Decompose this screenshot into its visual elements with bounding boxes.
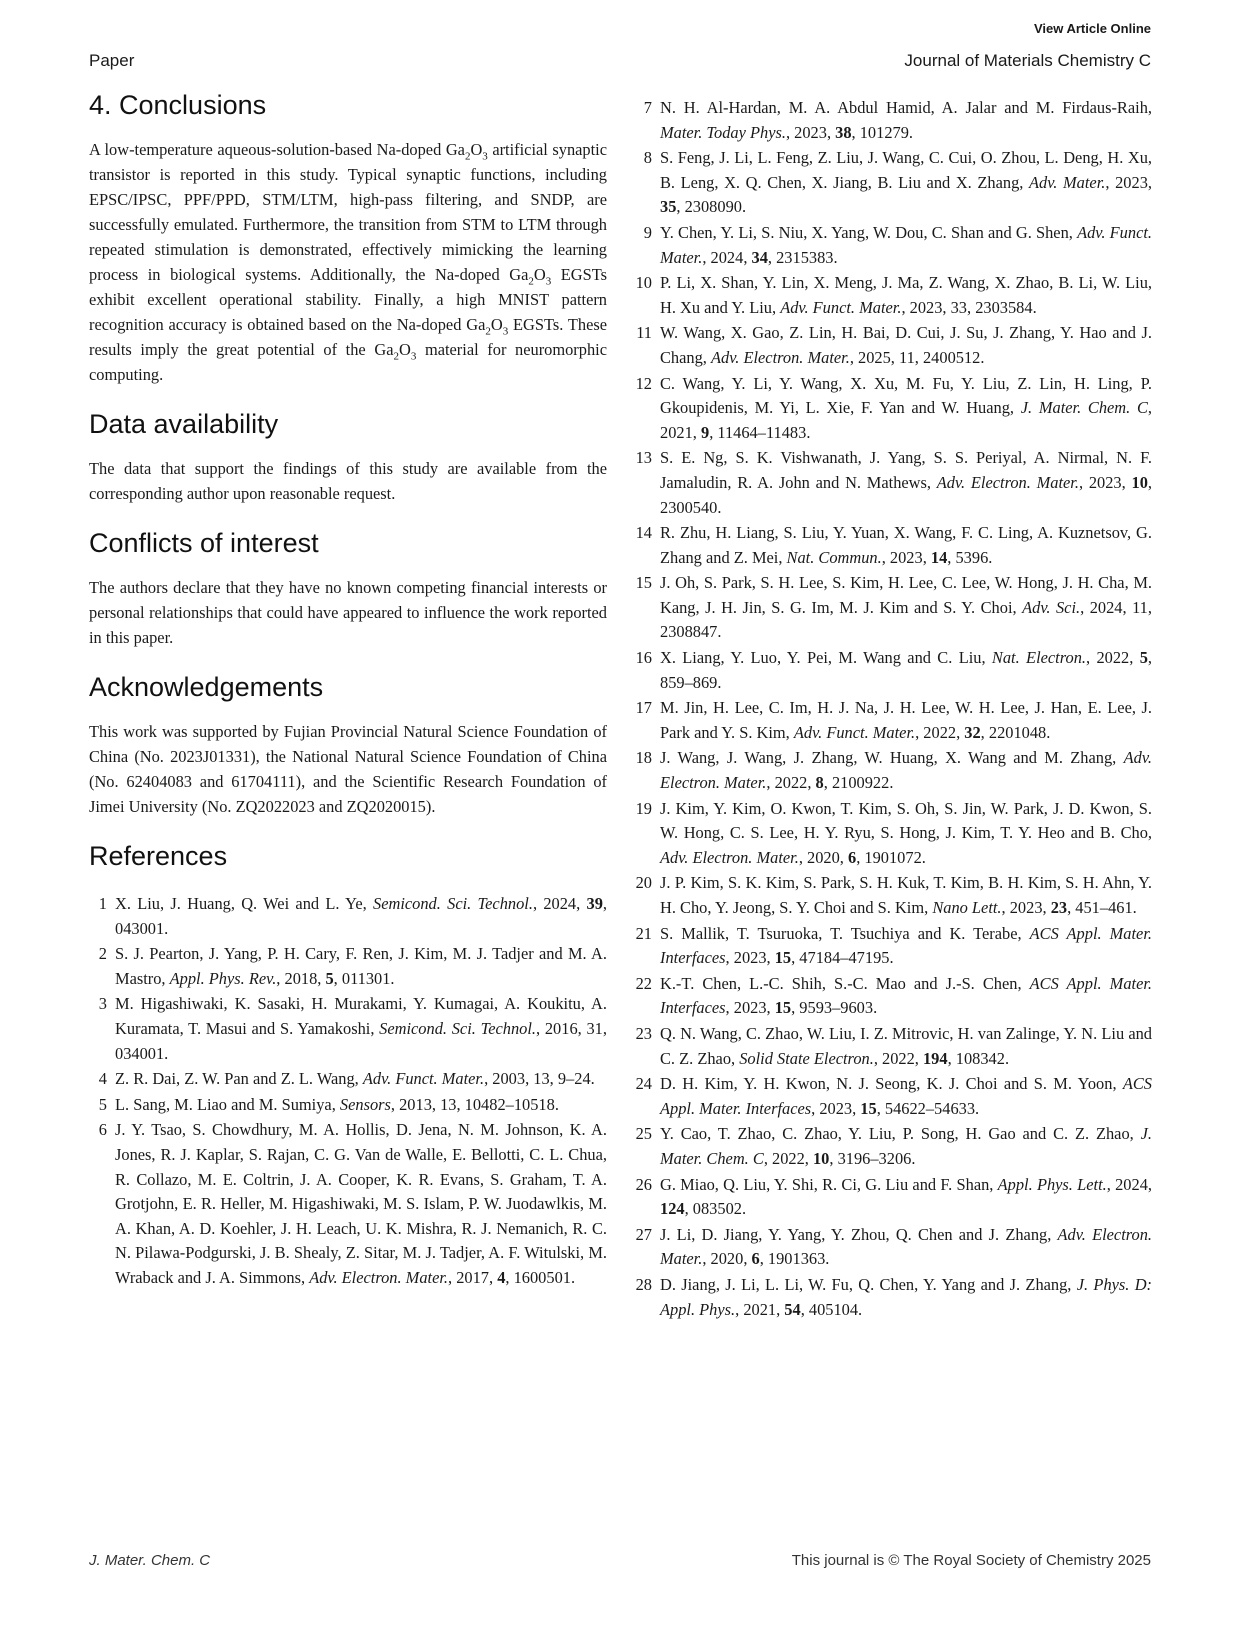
reference-text: J. P. Kim, S. K. Kim, S. Park, S. H. Kuk, T. Kim, B. H. Kim, S. H. Ahn, Y. H. Cho, Y. Jeong, S. Y. Choi and S. Kim, Nano Lett., 2023, 23, 451–461.	[660, 873, 1152, 917]
reference-text: S. Mallik, T. Tsuruoka, T. Tsuchiya and K. Terabe, ACS Appl. Mater. Interfaces, 2023, 15, 47184–47195.	[660, 923, 1152, 968]
running-header-journal: Journal of Materials Chemistry C	[904, 51, 1151, 70]
conclusions-heading: 4. Conclusions	[89, 90, 267, 120]
reference-number: 8	[643, 148, 652, 168]
reference-number: 16	[635, 648, 652, 668]
reference-text: S. Feng, J. Li, L. Feng, Z. Liu, J. Wang, C. Cui, O. Zhou, L. Deng, H. Xu, B. Leng, X. Q. Chen, X. Jiang, B. Liu and X. Zhang, Adv. Mater., 2023, 35, 2308090.	[660, 148, 1152, 217]
reference-number: 12	[635, 373, 652, 393]
reference-item	[89, 1067, 607, 1092]
conflicts-text: The authors declare that they have no known competing financial interests or personal relationships that could have appeared to influence the work reported in this paper.	[89, 578, 607, 647]
reference-item	[630, 1122, 1152, 1171]
reference-text: J. Wang, J. Wang, J. Zhang, W. Huang, X. Wang and M. Zhang, Adv. Electron. Mater., 2022, 8, 2100922.	[660, 748, 1152, 793]
reference-text: M. Higashiwaki, K. Sasaki, H. Murakami, Y. Kumagai, A. Koukitu, A. Kuramata, T. Masui and S. Yamakoshi, Semicond. Sci. Technol., 2016, 31, 034001.	[115, 994, 607, 1063]
reference-item	[630, 1223, 1152, 1272]
reference-text: J. Y. Tsao, S. Chowdhury, M. A. Hollis, D. Jena, N. M. Johnson, K. A. Jones, R. J. Kaplar, S. Rajan, C. G. Van de Walle, E. Bellotti, C. L. Chua, R. Collazo, M. E. Coltrin, J. A. Cooper, K. R. Evans, S. Graham, T. A. Grotjohn, E. R. Heller, M. Higashiwaki, M. S. Islam, P. W. Juodawlkis, M. A. Khan, A. D. Koehler, J. H. Leach, U. K. Mishra, R. J. Nemanich, R. C. N. Pilawa-Podgurski, J. B. Shealy, Z. Sitar, M. J. Tadjer, A. F. Witulski, M. Wraback and J. A. Simmons, Adv. Electron. Mater., 2017, 4, 1600501.	[115, 1120, 607, 1287]
conclusions-text: A low-temperature aqueous-solution-based Na-doped $Ga_2O_3$ artificial synaptic transistor is reported in this study. Typical synaptic functions, including EPSC/IPSC, PPF/PPD, STM/LTM, high-pass filtering, and SNDP, are successfully emulated. Furthermore, the transition from STM to LTM through repeated stimulation is demonstrated, effectively mimicking the learning process in biological systems. Additionally, the Na-doped $Ga_2O_3$ EGSTs exhibit excellent operational stability. Finally, a high MNIST pattern recognition accuracy is obtained based on the Na-doped $Ga_2O_3$ EGSTs. These results imply the great potential of the $Ga_2O_3$ material for neuromorphic computing.	[89, 140, 608, 384]
reference-number: 19	[635, 798, 652, 818]
reference-text: Y. Chen, Y. Li, S. Niu, X. Yang, W. Dou, C. Shan and G. Shen, Adv. Funct. Mater., 2024, 34, 2315383.	[660, 222, 1152, 267]
references-list-right	[630, 96, 1152, 1322]
left-column	[89, 88, 607, 1292]
reference-text: X. Liu, J. Huang, Q. Wei and L. Ye, Semicond. Sci. Technol., 2024, 39, 043001.	[115, 894, 607, 938]
view-article-online-link[interactable]: View Article Online	[1033, 21, 1151, 36]
reference-item	[630, 646, 1152, 695]
acknowledgements-heading: Acknowledgements	[89, 672, 324, 702]
reference-number: 13	[635, 448, 652, 468]
reference-number: 25	[635, 1124, 652, 1144]
reference-number: 11	[636, 323, 652, 343]
reference-number: 7	[643, 98, 652, 117]
reference-item	[89, 892, 607, 941]
reference-number: 21	[635, 923, 652, 943]
reference-number: 20	[635, 873, 652, 893]
reference-item	[630, 871, 1152, 920]
reference-item	[630, 446, 1152, 520]
reference-number: 18	[635, 748, 652, 768]
reference-item	[630, 922, 1152, 971]
reference-text: J. Li, D. Jiang, Y. Yang, Y. Zhou, Q. Chen and J. Zhang, Adv. Electron. Mater., 2020, 6, 1901363.	[660, 1224, 1153, 1269]
reference-item	[630, 571, 1152, 645]
conflicts-heading: Conflicts of interest	[89, 528, 319, 558]
data-availability-text: The data that support the findings of this study are available from the corresponding author upon reasonable request.	[89, 459, 607, 503]
reference-item	[630, 1273, 1152, 1322]
reference-number: 4	[98, 1069, 107, 1089]
reference-number: 14	[635, 523, 652, 543]
reference-text: J. Kim, Y. Kim, O. Kwon, T. Kim, S. Oh, S. Jin, W. Park, J. D. Kwon, S. W. Hong, C. S. Lee, H. Y. Ryu, S. Hong, J. Kim, T. Y. Heo and B. Cho, Adv. Electron. Mater., 2020, 6, 1901072.	[660, 798, 1152, 867]
reference-item	[630, 1022, 1152, 1071]
reference-item	[630, 146, 1152, 220]
reference-item	[630, 1173, 1152, 1222]
references-heading: References	[89, 841, 228, 871]
right-column	[630, 96, 1152, 1323]
reference-number: 2	[98, 944, 107, 964]
reference-text: Z. R. Dai, Z. W. Pan and Z. L. Wang, Adv. Funct. Mater., 2003, 13, 9–24.	[115, 1069, 595, 1089]
reference-text: D. H. Kim, Y. H. Kwon, N. J. Seong, K. J. Choi and S. M. Yoon, ACS Appl. Mater. Interfaces, 2023, 15, 54622–54633.	[660, 1074, 1152, 1118]
reference-item	[630, 321, 1152, 370]
data-availability-heading: Data availability	[89, 409, 279, 439]
reference-item	[630, 1072, 1152, 1121]
reference-number: 17	[635, 698, 652, 718]
reference-number: 9	[643, 222, 652, 242]
reference-text: D. Jiang, J. Li, L. Li, W. Fu, Q. Chen, Y. Yang and J. Zhang, J. Phys. D: Appl. Phys., 2021, 54, 405104.	[660, 1274, 1153, 1319]
reference-text: R. Zhu, H. Liang, S. Liu, Y. Yuan, X. Wang, F. C. Ling, A. Kuznetsov, G. Zhang and Z. Mei, Nat. Commun., 2023, 14, 5396.	[660, 523, 1152, 567]
reference-item	[89, 942, 607, 991]
reference-item	[630, 96, 1152, 145]
reference-text: P. Li, X. Shan, Y. Lin, X. Meng, J. Ma, Z. Wang, X. Zhao, B. Li, W. Liu, H. Xu and Y. Liu, Adv. Funct. Mater., 2023, 33, 2303584.	[660, 273, 1152, 317]
acknowledgements-text: This work was supported by Fujian Provincial Natural Science Foundation of China (No. 2023J01331), the National Natural Science Foundation of China (No. 62404083 and 61704111), and the Scientific Research Foundation of Jimei University (No. ZQ2022023 and ZQ2020015).	[89, 722, 607, 816]
footer-copyright: This journal is © The Royal Society of Chemistry 2025	[791, 1552, 1151, 1569]
reference-text: G. Miao, Q. Liu, Y. Shi, R. Ci, G. Liu and F. Shan, Appl. Phys. Lett., 2024, 124, 083502.	[660, 1174, 1152, 1219]
reference-item	[630, 746, 1152, 795]
reference-number: 10	[635, 273, 652, 293]
reference-item	[630, 271, 1152, 320]
running-header-paper: Paper	[89, 51, 135, 70]
reference-item	[89, 1093, 607, 1118]
reference-number: 3	[98, 994, 107, 1014]
reference-number: 15	[635, 573, 652, 593]
reference-text: M. Jin, H. Lee, C. Im, H. J. Na, J. H. Lee, W. H. Lee, J. Han, E. Lee, J. Park and Y. S. Kim, Adv. Funct. Mater., 2022, 32, 2201048.	[660, 698, 1152, 742]
reference-number: 22	[635, 973, 652, 993]
reference-number: 6	[98, 1120, 107, 1140]
footer-journal-name: J. Mater. Chem. C	[89, 1552, 211, 1569]
reference-number: 1	[98, 894, 107, 913]
reference-item	[630, 372, 1152, 446]
reference-item	[630, 221, 1152, 270]
reference-text: C. Wang, Y. Li, Y. Wang, X. Xu, M. Fu, Y. Liu, Z. Lin, H. Ling, P. Gkoupidenis, M. Yi, L. Xie, F. Yan and W. Huang, J. Mater. Chem. C, 2021, 9, 11464–11483.	[660, 373, 1152, 442]
reference-text: K.-T. Chen, L.-C. Shih, S.-C. Mao and J.-S. Chen, ACS Appl. Mater. Interfaces, 2023, 15, 9593–9603.	[660, 973, 1152, 1018]
reference-item	[630, 696, 1152, 745]
reference-text: X. Liang, Y. Luo, Y. Pei, M. Wang and C. Liu, Nat. Electron., 2022, 5, 859–869.	[660, 648, 1153, 692]
reference-text: S. E. Ng, S. K. Vishwanath, J. Yang, S. S. Periyal, A. Nirmal, N. F. Jamaludin, R. A. John and N. Mathews, Adv. Electron. Mater., 2023, 10, 2300540.	[660, 448, 1153, 517]
reference-text: J. Oh, S. Park, S. H. Lee, S. Kim, H. Lee, C. Lee, W. Hong, J. H. Cha, M. Kang, J. H. Jin, S. G. Im, M. J. Kim and S. Y. Choi, Adv. Sci., 2024, 11, 2308847.	[660, 573, 1152, 642]
reference-number: 27	[635, 1224, 652, 1244]
reference-number: 5	[98, 1094, 107, 1114]
reference-item	[89, 1118, 607, 1290]
reference-item	[89, 992, 607, 1066]
reference-item	[630, 521, 1152, 570]
reference-text: Y. Cao, T. Zhao, C. Zhao, Y. Liu, P. Song, H. Gao and C. Z. Zhao, J. Mater. Chem. C, 2022, 10, 3196–3206.	[660, 1124, 1152, 1168]
reference-number: 26	[635, 1174, 652, 1194]
reference-text: Q. N. Wang, C. Zhao, W. Liu, I. Z. Mitrovic, H. van Zalinge, Y. N. Liu and C. Z. Zhao, Solid State Electron., 2022, 194, 108342.	[660, 1023, 1152, 1068]
references-list-left	[89, 892, 607, 1291]
reference-text: L. Sang, M. Liao and M. Sumiya, Sensors, 2013, 13, 10482–10518.	[115, 1094, 559, 1114]
reference-item	[630, 797, 1152, 871]
reference-text: W. Wang, X. Gao, Z. Lin, H. Bai, D. Cui, J. Su, J. Zhang, Y. Hao and J. Chang, Adv. Electron. Mater., 2025, 11, 2400512.	[660, 323, 1152, 367]
reference-text: N. H. Al-Hardan, M. A. Abdul Hamid, A. Jalar and M. Firdaus-Raih, Mater. Today Phys., 2023, 38, 101279.	[660, 98, 1152, 142]
reference-item	[630, 972, 1152, 1021]
reference-text: S. J. Pearton, J. Yang, P. H. Cary, F. Ren, J. Kim, M. J. Tadjer and M. A. Mastro, Appl. Phys. Rev., 2018, 5, 011301.	[115, 944, 607, 988]
reference-number: 28	[635, 1274, 652, 1294]
reference-number: 24	[635, 1074, 652, 1094]
reference-number: 23	[635, 1023, 652, 1043]
